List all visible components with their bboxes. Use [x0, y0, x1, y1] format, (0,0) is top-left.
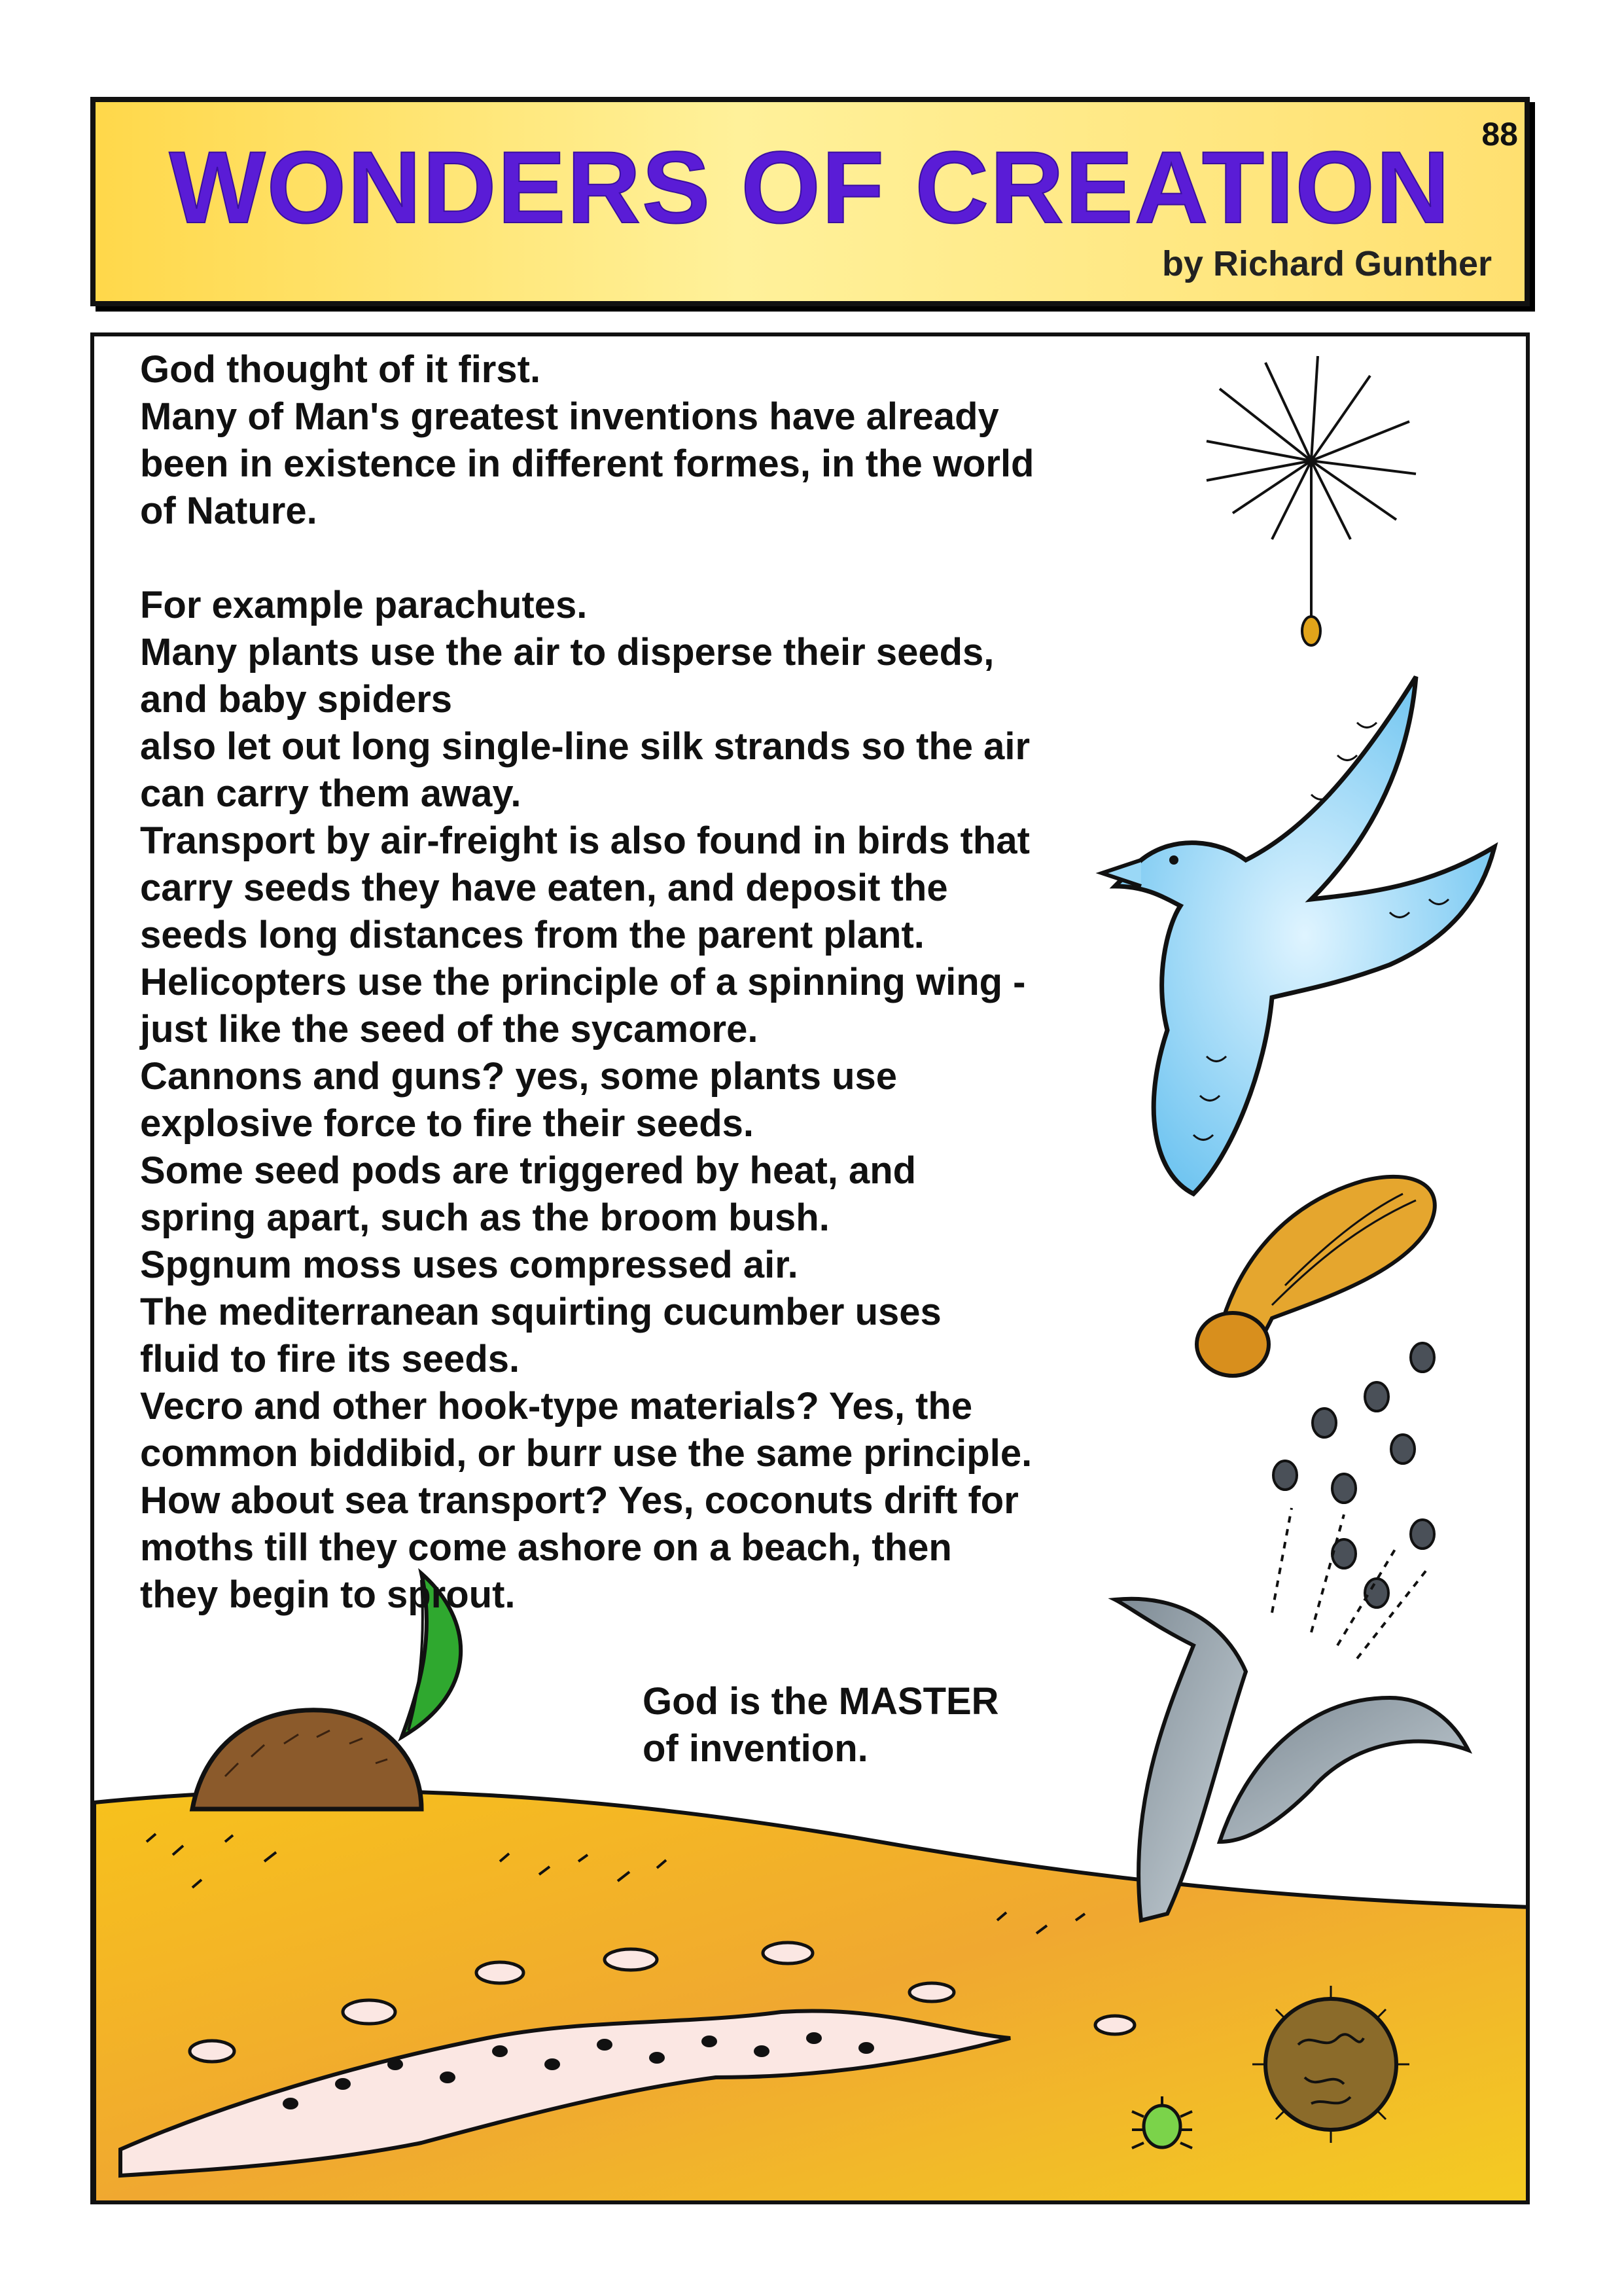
body-line: Vecro and other hook-type materials? Yes, the — [140, 1385, 973, 1427]
body-line: How about sea transport? Yes, coconuts drift for — [140, 1479, 1019, 1522]
body-line: Some seed pods are triggered by heat, and — [140, 1149, 917, 1192]
body-line: of Nature. — [140, 490, 317, 532]
body-line: Many plants use the air to disperse their seeds, — [140, 631, 995, 673]
body-line: just like the seed of the sycamore. — [140, 1008, 758, 1050]
body-line: fluid to fire its seeds. — [140, 1338, 520, 1380]
header-banner — [90, 97, 1530, 306]
body-line: spring apart, such as the broom bush. — [140, 1196, 830, 1239]
body-line: Helicopters use the principle of a spinning wing - — [140, 961, 1026, 1003]
sycamore-seed-icon — [1197, 1177, 1435, 1376]
body-line: Transport by air-freight is also found in birds that — [140, 819, 1030, 862]
body-line: seeds long distances from the parent plant. — [140, 914, 925, 956]
body-line: common biddibid, or burr use the same principle. — [140, 1432, 1033, 1475]
closing-statement — [643, 1678, 999, 1772]
body-line: and baby spiders — [140, 678, 453, 721]
body-line: Many of Man's greatest inventions have already — [140, 395, 999, 438]
body-line: also let out long single-line silk strands so the air — [140, 725, 1031, 768]
body-line: they begin to sprout. — [140, 1573, 516, 1616]
closing-line: God is the MASTER — [643, 1680, 999, 1723]
content-panel — [90, 332, 1530, 2204]
body-line: can carry them away. — [140, 772, 521, 815]
exploding-seeds-icon — [1272, 1343, 1434, 1659]
body-text — [140, 346, 1226, 1619]
body-line: Spgnum moss uses compressed air. — [140, 1244, 798, 1286]
body-line: moths till they come ashore on a beach, then — [140, 1526, 952, 1569]
author-byline: by Richard Gunther — [1161, 244, 1492, 283]
body-line: explosive force to fire their seeds. — [140, 1102, 754, 1145]
dandelion-seed-icon — [1207, 356, 1416, 645]
burr-icon — [1252, 1986, 1409, 2143]
body-line: Cannons and guns? yes, some plants use — [140, 1055, 898, 1098]
broom-seed-pod-icon — [1115, 1599, 1468, 1920]
body-line: been in existence in different formes, in the world — [140, 442, 1034, 485]
body-line: The mediterranean squirting cucumber uses — [140, 1291, 942, 1333]
paragraph-gap — [140, 535, 1226, 582]
body-line: For example parachutes. — [140, 584, 588, 626]
page-title: WONDERS OF CREATION — [169, 131, 1451, 245]
body-line: God thought of it first. — [140, 348, 541, 391]
page-number: 88 — [1481, 116, 1518, 152]
body-line: carry seeds they have eaten, and deposit the — [140, 867, 948, 909]
closing-line: of invention. — [643, 1727, 868, 1770]
